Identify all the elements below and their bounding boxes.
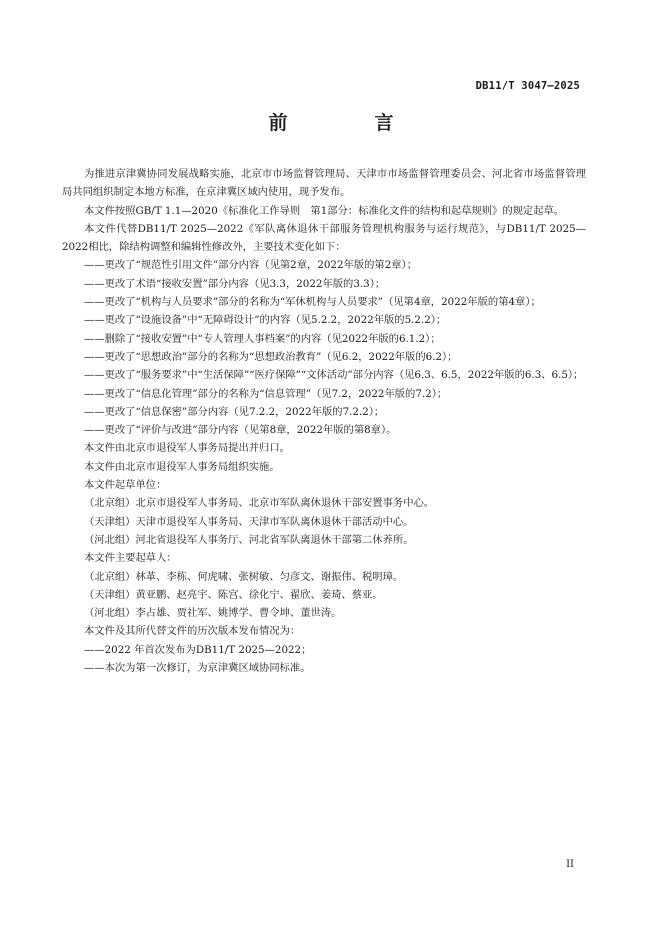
paragraph-drafting-rules: 本文件按照GB/T 1.1—2020《标准化工作导则 第1部分：标准化文件的结构和起草规则》的规定起草。 <box>84 204 565 217</box>
drafter-item: （河北组）李占雄、贾社军、姚博学、曹令坤、董世涛。 <box>84 607 342 620</box>
foreword-body <box>62 165 586 677</box>
change-item: ——更改了“服务要求”中“生活保障”“医疗保障”“文体活动”部分内容（见6.3、6.5，2022年版的6.3、6.5）； <box>84 369 584 382</box>
change-item: ——更改了“信息保密”部分内容（见7.2.2，2022年版的7.2.2）； <box>84 405 385 418</box>
change-item: ——更改了“机构与人员要求”部分的名称为“军休机构与人员要求”（见第4章，2022年版的第4章）； <box>84 296 541 309</box>
paragraph-replacement: 本文件代替DB11/T 2025—2022《军队离休退休干部服务管理机构服务与运行规范》，与DB11/T 2025—2022相比，除结构调整和编辑性修改外，主要技术变化如下： <box>62 222 586 254</box>
drafter-item: （天津组）黄亚鹏、赵亮宇、陈宫、徐化宁、翟欣、姜琦、蔡亚。 <box>84 588 383 601</box>
change-item: ——更改了“思想政治”部分的名称为“思想政治教育”（见6.2，2022年版的6.2）； <box>84 350 458 363</box>
paragraph-drafting-units-heading: 本文件起草单位： <box>84 479 167 492</box>
paragraph-drafters-heading: 本文件主要起草人： <box>84 552 177 565</box>
paragraph-proposer: 本文件由北京市退役军人事务局提出并归口。 <box>84 442 290 455</box>
change-item: ——更改了“信息化管理”部分的名称为“信息管理”（见7.2，2022年版的7.2）； <box>84 387 448 400</box>
drafter-item: （北京组）林革、李栋、何虎啸、张树敏、匀彦文、谢振伟、税明璋。 <box>84 570 404 583</box>
change-item: ——更改了术语“接收安置”部分内容（见3.3，2022年版的3.3）； <box>84 277 386 290</box>
history-item: ——本次为第一次修订，为京津冀区域协同标准。 <box>84 662 311 675</box>
paragraph-implementer: 本文件由北京市退役军人事务局组织实施。 <box>84 460 280 473</box>
page-number: II <box>566 859 574 870</box>
drafting-unit-item: （天津组）天津市退役军人事务局、天津市军队离休退休干部活动中心。 <box>84 515 414 528</box>
history-item: ——2022 年首次发布为DB11/T 2025—2022； <box>84 643 312 656</box>
paragraph-purpose: 为推进京津冀协同发展战略实施，北京市市场监督管理局、天津市市场监督管理委员会、河北省市场监督管理局共同组织制定本地方标准，在京津冀区域内使用，现予发布。 <box>62 168 586 199</box>
change-item: ——更改了“规范性引用文件”部分内容（见第2章，2022年版的第2章）； <box>84 259 417 272</box>
change-item: ——更改了“评价与改进”部分内容（见第8章，2022年版的第8章）。 <box>84 424 397 437</box>
page-title: 前 言 <box>268 112 428 134</box>
paragraph-history-heading: 本文件及其所代替文件的历次版本发布情况为： <box>84 625 301 638</box>
drafting-unit-item: （河北组）河北省退役军人事务厅、河北省军队离退休干部第二休养所。 <box>84 533 414 546</box>
standard-code: DB11/T 3047—2025 <box>475 80 580 92</box>
drafting-unit-item: （北京组）北京市退役军人事务局、北京市军队离休退休干部安置事务中心。 <box>84 497 435 510</box>
change-item: ——删除了“接收安置”中“专人管理人事档案”的内容（见2022年版的6.1.2）； <box>84 332 441 345</box>
change-item: ——更改了“设施设备”中“无障碍设计”的内容（见5.2.2，2022年版的5.2.2）； <box>84 314 447 327</box>
